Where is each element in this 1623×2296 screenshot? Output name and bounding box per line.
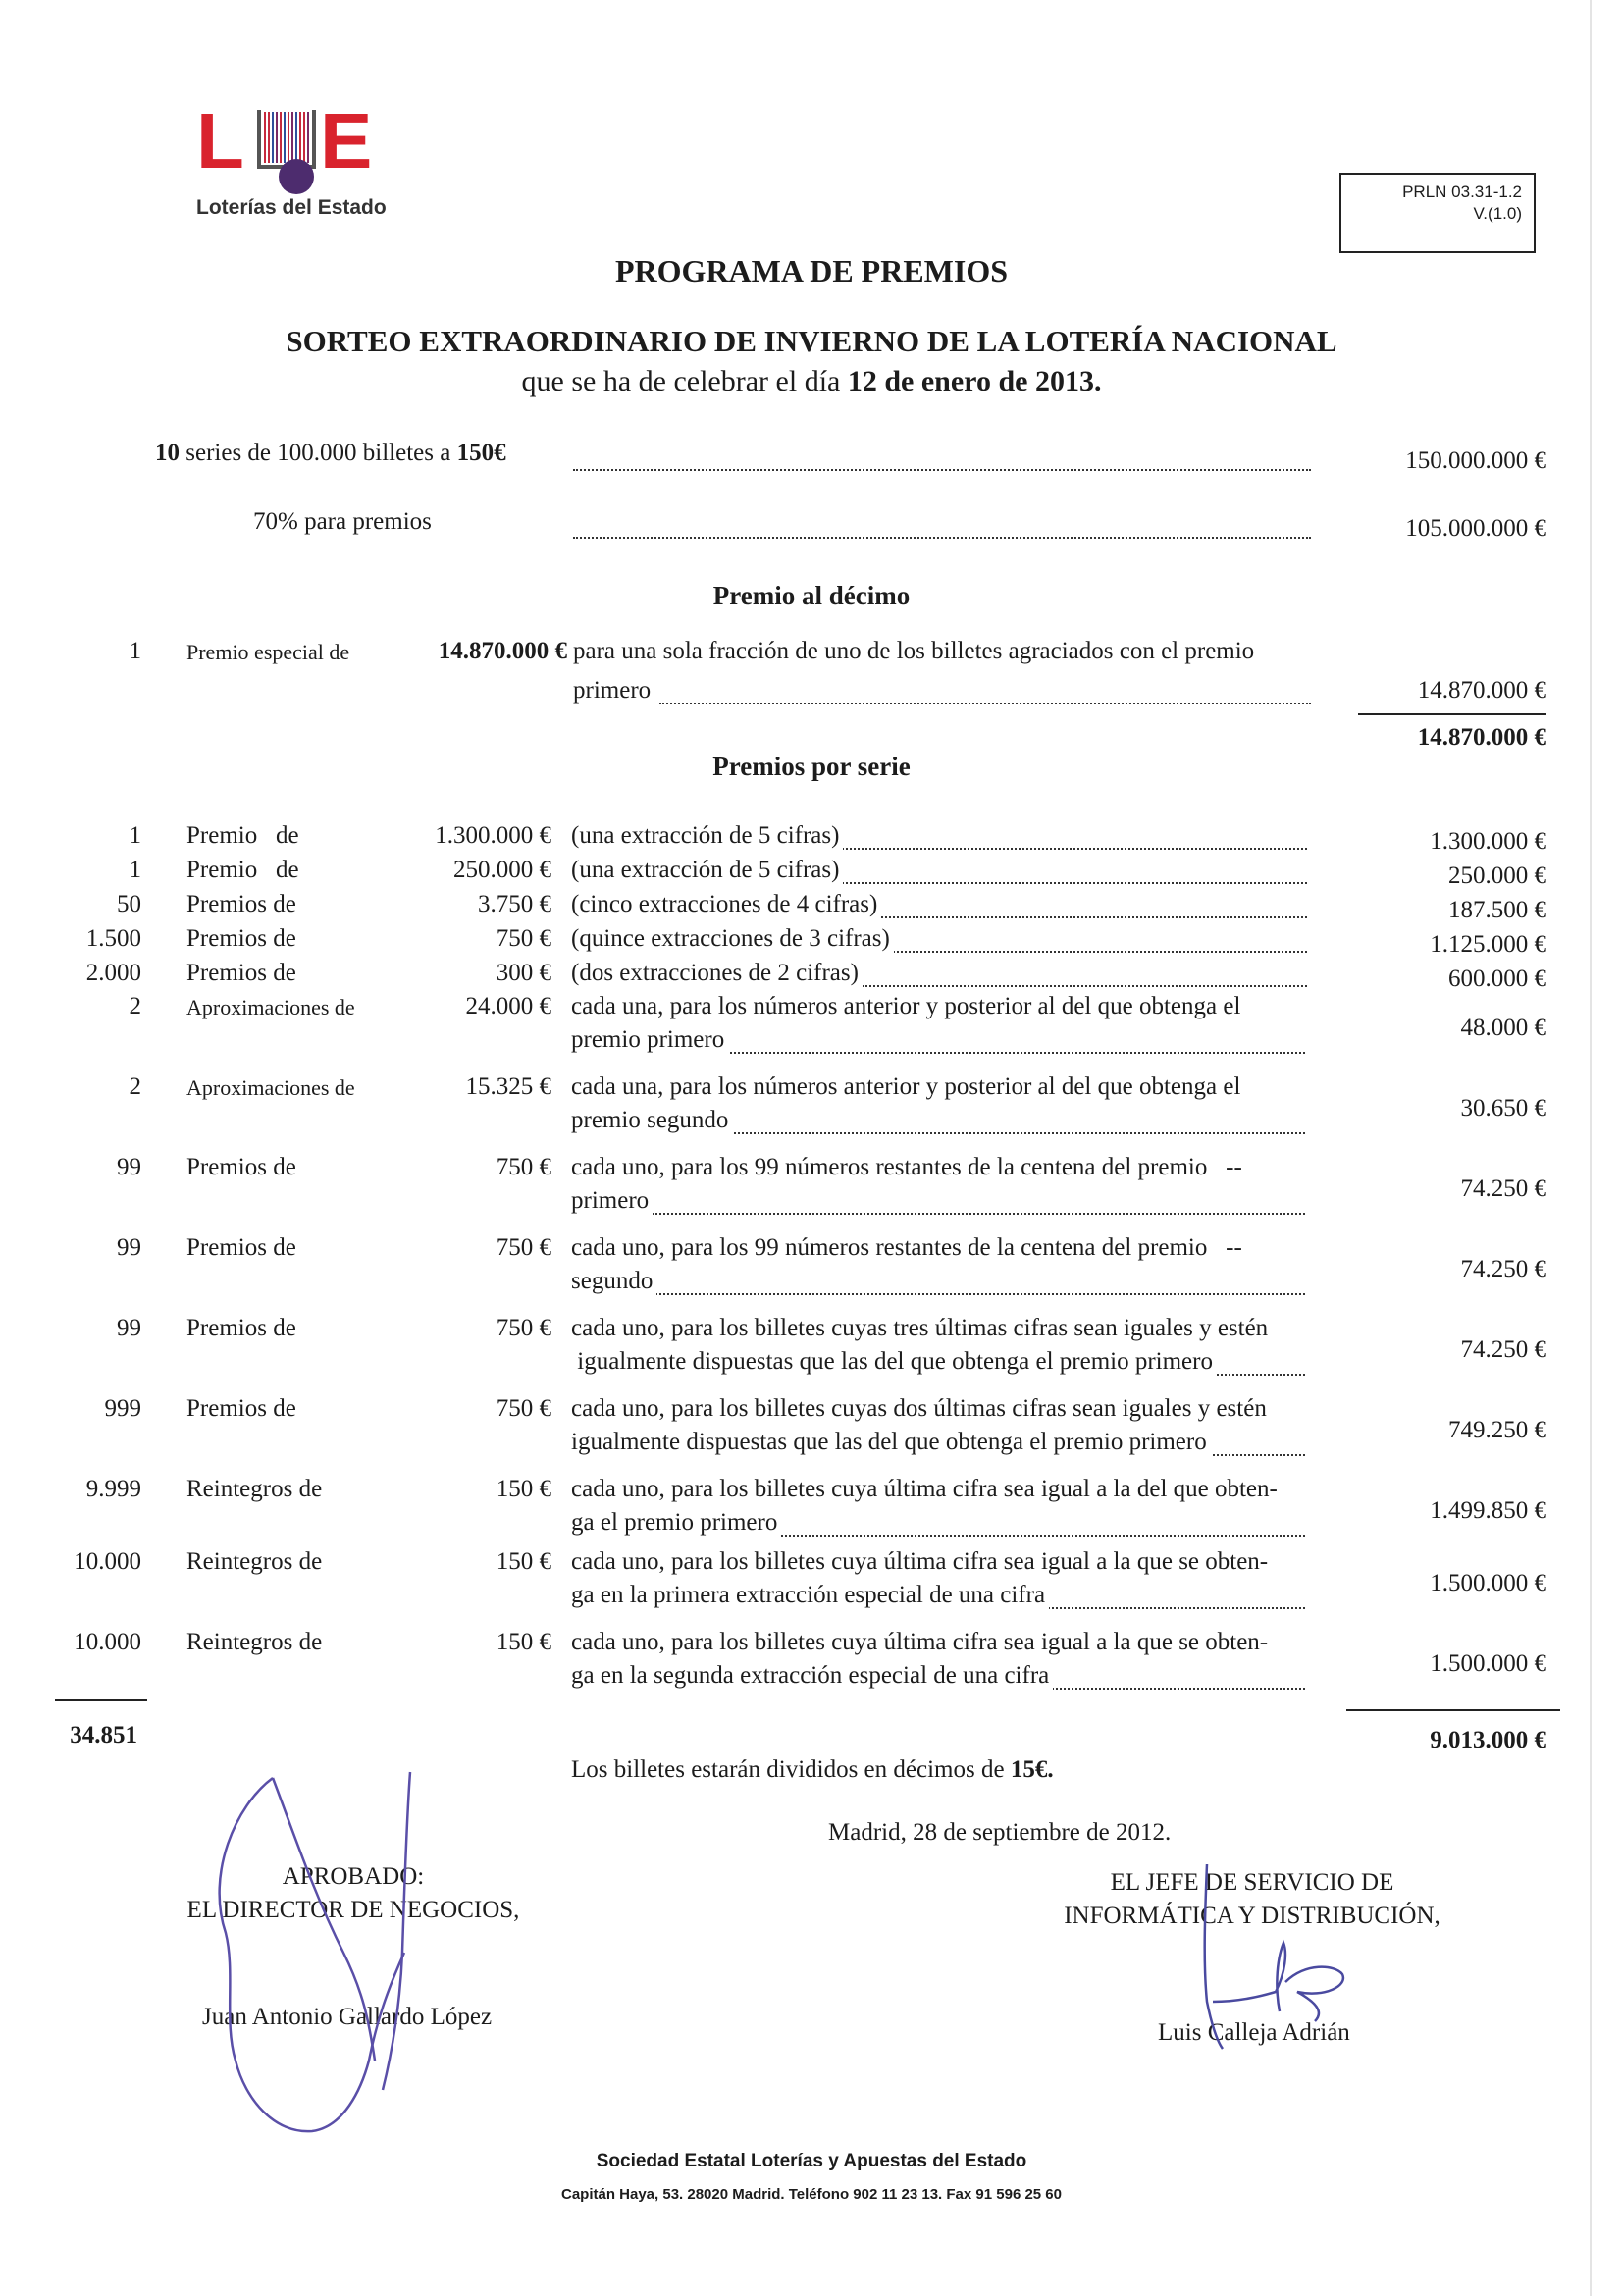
amount-total: 9.013.000 € [1430,1727,1546,1753]
decimo-line-total: 14.870.000 € [1417,677,1546,704]
decimo-subtotal: 14.870.000 € [1417,724,1546,751]
serie-heading: Premios por serie [712,752,911,781]
row-desc: (dos extracciones de 2 cifras) [571,960,863,987]
decimo-heading: Premio al décimo [712,581,911,610]
logo-stripes [264,112,309,163]
row-qty: 999 [104,1395,141,1422]
row-amount: 300 € [496,960,551,986]
row-label: Premio de [186,822,299,849]
row-desc-line2: ga el premio primero [571,1509,781,1537]
row-desc-line1: cada uno, para los billetes cuya última cifra sea igual a la del que obten- [571,1476,1278,1502]
row-label: Aproximaciones de [186,995,355,1019]
row-qty: 1.500 [85,925,141,952]
row-label: Reintegros de [186,1548,323,1575]
qty-total-rule [55,1699,147,1701]
decimo-amount: 14.870.000 € [438,638,567,664]
row-label: Premios de [186,960,296,986]
decimo-leader [659,703,1311,704]
series-text: series de 100.000 billetes a [185,440,451,466]
prize-percent-total: 105.000.000 € [1405,515,1546,542]
decimo-qty: 1 [129,638,141,664]
row-leader [589,1213,1305,1215]
row-total: 1.300.000 € [1430,828,1546,855]
logo-frame [257,110,316,169]
row-total: 1.500.000 € [1430,1570,1546,1596]
row-qty: 99 [117,1154,141,1180]
row-amount: 1.300.000 € [435,822,551,849]
row-label: Premios de [186,1154,296,1180]
row-label: Aproximaciones de [186,1075,355,1100]
row-qty: 1 [129,857,141,883]
row-label: Premios de [186,1315,296,1341]
row-amount: 750 € [496,925,551,952]
footer-company: Sociedad Estatal Loterías y Apuestas del Estado [596,2151,1027,2171]
series-line [155,440,506,467]
row-total: 74.250 € [1460,1256,1546,1282]
row-desc-line1: cada una, para los números anterior y posterior al del que obtenga el [571,1073,1241,1100]
place-date: Madrid, 28 de septiembre de 2012. [828,1819,1172,1846]
draw-date-value: 12 de enero de 2013. [847,365,1102,397]
row-label: Premios de [186,925,296,952]
row-total: 30.650 € [1460,1095,1546,1122]
row-qty: 99 [117,1315,141,1341]
row-label: Premios de [186,1395,296,1422]
left-signature [196,1766,451,2149]
decimos-note-price: 15€. [1010,1756,1054,1783]
row-total: 74.250 € [1460,1175,1546,1202]
row-qty: 50 [117,891,141,917]
decimo-rule [1358,713,1546,715]
row-qty: 2 [129,1073,141,1100]
row-qty: 9.999 [85,1476,141,1502]
logo [196,98,402,226]
row-amount: 750 € [496,1395,551,1422]
row-label: Reintegros de [186,1476,323,1502]
row-total: 1.499.850 € [1430,1497,1546,1524]
decimos-note-text: Los billetes estarán divididos en décimos de [571,1756,1005,1783]
row-leader [589,1293,1305,1295]
draw-date [0,365,1623,398]
decimo-desc-line1: para una sola fracción de uno de los billetes agraciados con el premio [573,638,1255,664]
row-total: 749.250 € [1448,1417,1546,1443]
row-amount: 3.750 € [478,891,551,917]
row-label: Premios de [186,891,296,917]
right-signature [1178,1854,1374,2051]
row-desc-line2: ga en la segunda extracción especial de una cifra [571,1662,1053,1690]
row-desc-line1: cada uno, para los 99 números restantes de la centena del premio -- [571,1234,1242,1261]
row-total: 1.500.000 € [1430,1650,1546,1677]
series-total: 150.000.000 € [1405,447,1546,474]
decimo-label: Premio especial de [186,640,350,664]
row-total: 1.125.000 € [1430,931,1546,958]
row-amount: 150 € [496,1629,551,1655]
logo-caption: Loterías del Estado [196,196,387,219]
document-code: PRLN 03.31-1.2 [1402,183,1522,201]
footer-address: Capitán Haya, 53. 28020 Madrid. Teléfono 902 11 23 13. Fax 91 596 25 60 [560,2186,1062,2203]
decimo-desc-line2: primero [573,677,652,704]
row-desc-line1: cada uno, para los billetes cuya última cifra sea igual a la que se obten- [571,1629,1269,1655]
series-price: 150€ [456,440,506,466]
logo-letter-l: L [196,97,244,184]
decimos-note [571,1756,1054,1784]
document-code-box [1339,173,1536,253]
row-total: 600.000 € [1448,965,1546,992]
approval-label: APROBADO: [282,1863,425,1890]
left-signatory-title: EL DIRECTOR DE NEGOCIOS, [186,1897,520,1923]
right-signatory-title-2: INFORMÁTICA Y DISTRIBUCIÓN, [1064,1903,1440,1929]
qty-total: 34.851 [70,1722,137,1748]
scan-edge [1590,0,1592,2296]
row-qty: 10.000 [74,1629,141,1655]
row-desc-line2: ga en la primera extracción especial de una cifra [571,1582,1049,1609]
row-desc: (quince extracciones de 3 cifras) [571,925,894,953]
draw-title: SORTEO EXTRAORDINARIO DE INVIERNO DE LA LOTERÍA NACIONAL [286,324,1337,358]
row-amount: 24.000 € [465,993,551,1019]
row-label: Premio de [186,857,299,883]
percent-leader [573,537,1311,539]
row-desc-line2: igualmente dispuestas que las del que obtenga el premio primero [571,1348,1217,1376]
row-amount: 250.000 € [453,857,551,883]
row-desc-line2: premio segundo [571,1107,732,1134]
row-label: Premios de [186,1234,296,1261]
row-qty: 10.000 [74,1548,141,1575]
row-qty: 1 [129,822,141,849]
row-amount: 150 € [496,1476,551,1502]
series-leader [573,469,1311,471]
row-amount: 15.325 € [465,1073,551,1100]
row-total: 187.500 € [1448,897,1546,923]
row-desc-line2: premio primero [571,1026,728,1054]
document-version: V.(1.0) [1473,204,1522,223]
row-amount: 750 € [496,1154,551,1180]
row-amount: 150 € [496,1548,551,1575]
row-amount: 750 € [496,1315,551,1341]
row-total: 250.000 € [1448,862,1546,889]
row-desc: (una extracción de 5 cifras) [571,857,843,884]
page-title: PROGRAMA DE PREMIOS [615,253,1008,288]
prize-percent-label: 70% para premios [253,508,432,535]
row-qty: 99 [117,1234,141,1261]
left-signatory-name: Juan Antonio Gallardo López [202,2004,493,2030]
row-desc-line2: segundo [571,1268,656,1295]
row-desc-line1: cada uno, para los billetes cuyas tres últimas cifras sean iguales y estén [571,1315,1269,1341]
row-desc-line1: cada uno, para los 99 números restantes de la centena del premio -- [571,1154,1242,1180]
row-total: 48.000 € [1460,1015,1546,1041]
row-label: Reintegros de [186,1629,323,1655]
row-desc-line2: igualmente dispuestas que las del que obtenga el premio primero [571,1429,1211,1456]
amount-total-rule [1346,1709,1560,1711]
row-desc-line1: cada una, para los números anterior y posterior al del que obtenga el [571,993,1241,1019]
series-count: 10 [155,440,180,466]
row-desc-line1: cada uno, para los billetes cuya última cifra sea igual a la que se obten- [571,1548,1269,1575]
row-desc-line1: cada uno, para los billetes cuyas dos últimas cifras sean iguales y estén [571,1395,1267,1422]
row-desc: (una extracción de 5 cifras) [571,822,843,850]
right-signatory-name: Luis Calleja Adrián [1158,2019,1350,2046]
row-amount: 750 € [496,1234,551,1261]
logo-letter-e: E [320,97,373,184]
draw-date-prefix: que se ha de celebrar el día [521,365,841,397]
row-qty: 2.000 [85,960,141,986]
row-desc: (cinco extracciones de 4 cifras) [571,891,881,918]
right-signatory-title-1: EL JEFE DE SERVICIO DE [1110,1869,1394,1896]
row-desc-line2: primero [571,1187,653,1215]
row-total: 74.250 € [1460,1336,1546,1363]
logo-ball [279,159,314,194]
row-qty: 2 [129,993,141,1019]
